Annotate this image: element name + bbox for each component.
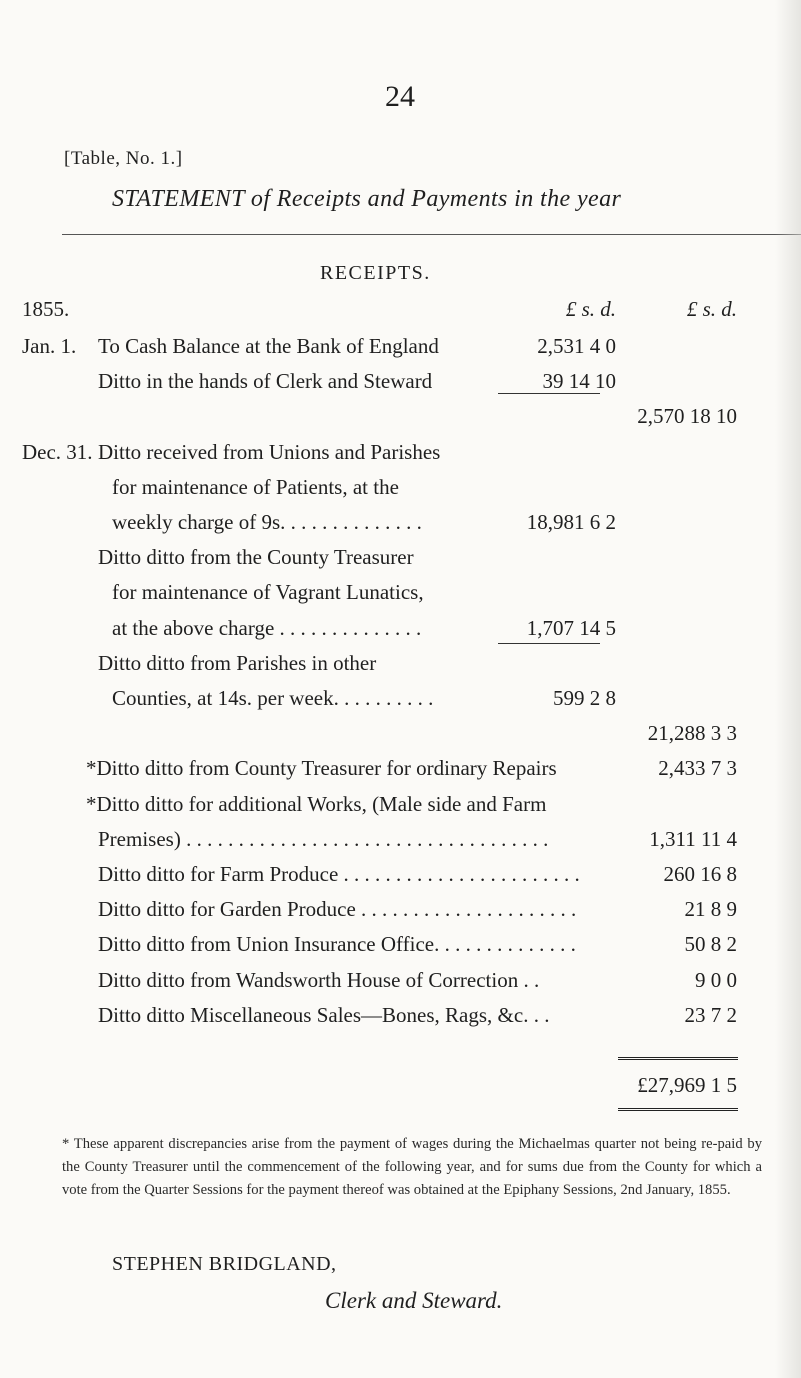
row-amount-outer: 23 7 2 (684, 1003, 737, 1027)
grand-total: £27,969 1 5 (637, 1073, 737, 1097)
subtotal-rule-1 (498, 393, 600, 394)
row-description: at the above charge . . . . . . . . . . . . . . (112, 616, 422, 640)
page-number: 24 (385, 80, 415, 113)
row-amount-outer: 2,433 7 3 (658, 756, 737, 780)
row-amount-inner: 2,531 4 0 (537, 334, 616, 358)
row-amount-outer: 21,288 3 3 (647, 721, 737, 745)
row-amount-outer: 9 0 0 (695, 968, 737, 992)
row-description: Ditto ditto Miscellaneous Sales—Bones, Rags, &c. . . (98, 1003, 550, 1027)
row-amount-inner: 18,981 6 2 (526, 510, 616, 534)
section-heading: RECEIPTS. (320, 262, 431, 284)
row-amount-inner: 39 14 10 (542, 369, 616, 393)
row-description: Ditto in the hands of Clerk and Steward (98, 369, 433, 393)
currency-header-outer: £ s. d. (686, 297, 737, 321)
signature-title: Clerk and Steward. (325, 1288, 503, 1313)
top-rule (62, 234, 801, 235)
row-description: weekly charge of 9s. . . . . . . . . . . . . . (112, 510, 422, 534)
row-description: To Cash Balance at the Bank of England (98, 334, 439, 358)
row-description: Ditto ditto for Farm Produce . . . . . . . . . . . . . . . . . . . . . . . (98, 862, 580, 886)
row-description: for maintenance of Patients, at the (112, 475, 399, 499)
row-amount-outer: 21 8 9 (684, 897, 737, 921)
page-edge-shadow (775, 0, 801, 1378)
row-description: for maintenance of Vagrant Lunatics, (112, 580, 424, 604)
row-description: *Ditto ditto for additional Works, (Male side and Farm (86, 792, 547, 816)
row-description: Ditto ditto from Parishes in other (98, 651, 377, 675)
currency-header-inner: £ s. d. (565, 297, 616, 321)
row-amount-outer: 1,311 11 4 (649, 827, 737, 851)
row-amount-outer: 260 16 8 (663, 862, 737, 886)
total-rule-bottom (618, 1108, 738, 1111)
row-description: Ditto ditto for Garden Produce . . . . . . . . . . . . . . . . . . . . . (98, 897, 577, 921)
page-title: STATEMENT of Receipts and Payments in the year (112, 186, 622, 212)
row-description: Ditto ditto from Union Insurance Office. . . . . . . . . . . . . . (98, 932, 576, 956)
row-amount-outer: 50 8 2 (684, 932, 737, 956)
row-description: Ditto ditto from the County Treasurer (98, 545, 414, 569)
total-rule-top (618, 1057, 738, 1060)
row-date: Jan. 1. (22, 334, 77, 358)
row-description: Premises) . . . . . . . . . . . . . . . . . . . . . . . . . . . . . . . . . . . (98, 827, 549, 851)
row-description: *Ditto ditto from County Treasurer for ordinary Repairs (86, 756, 557, 780)
year-label: 1855. (22, 297, 70, 321)
row-date: Dec. 31. (22, 440, 93, 464)
row-amount-inner: 1,707 14 5 (526, 616, 616, 640)
row-amount-inner: 599 2 8 (553, 686, 616, 710)
subtotal-rule-2 (498, 643, 600, 644)
table-tag: [Table, No. 1.] (64, 148, 183, 169)
row-description: Counties, at 14s. per week. . . . . . . . . . (112, 686, 434, 710)
row-amount-outer: 2,570 18 10 (637, 404, 737, 428)
signature-name: STEPHEN BRIDGLAND, (112, 1253, 337, 1275)
footnote: * These apparent discrepancies arise from the payment of wages during the Michaelmas quarter not being re-paid by the County Treasurer until the commencement of the following year, and for sums due from the County for which a vote from the Quarter Sessions for the payment thereof was obtained at the Epiphany Sessions, 2nd January, 1855. (62, 1136, 762, 1198)
row-description: Ditto received from Unions and Parishes (98, 440, 441, 464)
row-description: Ditto ditto from Wandsworth House of Correction . . (98, 968, 540, 992)
